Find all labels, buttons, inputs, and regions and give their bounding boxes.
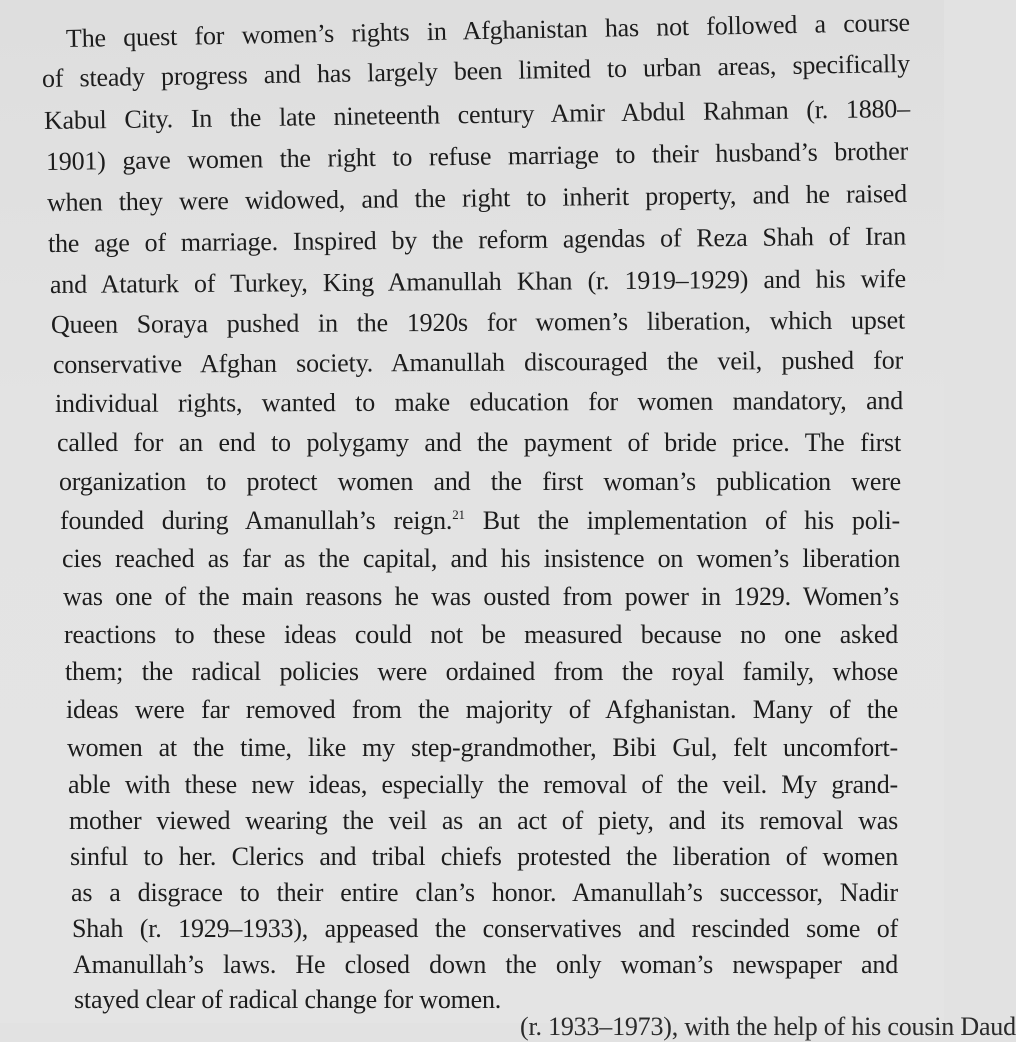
- text-line: Shah (r. 1929–1933), appeased the conservatives and rescinded some of: [72, 914, 898, 943]
- text-line: Kabul City. In the late nineteenth century Amir Abdul Rahman (r. 1880–: [43, 93, 911, 135]
- text-line: conservative Afghan society. Amanullah discouraged the veil, pushed for: [52, 345, 904, 379]
- text-line: Queen Soraya pushed in the 1920s for women’s liberation, which upset: [50, 305, 906, 339]
- text-line: Amanullah’s laws. He closed down the only woman’s newspaper and: [73, 950, 898, 979]
- text-line: sinful to her. Clerics and tribal chiefs protested the liberation of women: [70, 842, 898, 871]
- text-line: them; the radical policies were ordained from the royal family, whose: [65, 657, 898, 686]
- text-line: cies reached as far as the capital, and his insistence on women’s liberation: [62, 544, 900, 573]
- text-line: and Ataturk of Turkey, King Amanullah Khan (r. 1919–1929) and his wife: [49, 264, 907, 299]
- text-line: ideas were far removed from the majority of Afghanistan. Many of the: [66, 695, 898, 724]
- text-line: able with these new ideas, especially the removal of the veil. My grand-: [68, 770, 898, 799]
- text-line: reactions to these ideas could not be measured because no one asked: [64, 620, 898, 649]
- text-segment: But the implementation of his poli-: [464, 506, 900, 535]
- text-segment: founded during Amanullah’s reign.: [60, 506, 453, 535]
- text-line: women at the time, like my step-grandmother, Bibi Gul, felt uncomfort-: [67, 733, 898, 762]
- text-line: called for an end to polygamy and the payment of bride price. The first: [57, 428, 901, 457]
- text-line: 1901) gave women the right to refuse marriage to their husband’s brother: [45, 136, 909, 176]
- text-line: as a disgrace to their entire clan’s honor. Amanullah’s successor, Nadir: [71, 878, 898, 907]
- text-line: of steady progress and has largely been limited to urban areas, specifically: [41, 48, 911, 93]
- text-line: organization to protect women and the first woman’s publication were: [59, 467, 901, 496]
- footnote-marker[interactable]: 21: [452, 507, 465, 522]
- text-line: the age of marriage. Inspired by the reform agendas of Reza Shah of Iran: [47, 221, 907, 258]
- clipped-next-line: (r. 1933–1973), with the help of his cousin Daud: [520, 1012, 1016, 1041]
- text-line: when they were widowed, and the right to inherit property, and he raised: [46, 178, 908, 217]
- text-line-with-footnote: [60, 506, 900, 536]
- text-line: individual rights, wanted to make education for women mandatory, and: [54, 386, 904, 418]
- text-line-paragraph-end: stayed clear of radical change for women.: [74, 985, 502, 1014]
- text-line: was one of the main reasons he was ousted from power in 1929. Women’s: [63, 582, 899, 611]
- text-line: mother viewed wearing the veil as an act of piety, and its removal was: [69, 806, 898, 835]
- text-line: The quest for women’s rights in Afghanistan has not followed a course: [65, 7, 911, 53]
